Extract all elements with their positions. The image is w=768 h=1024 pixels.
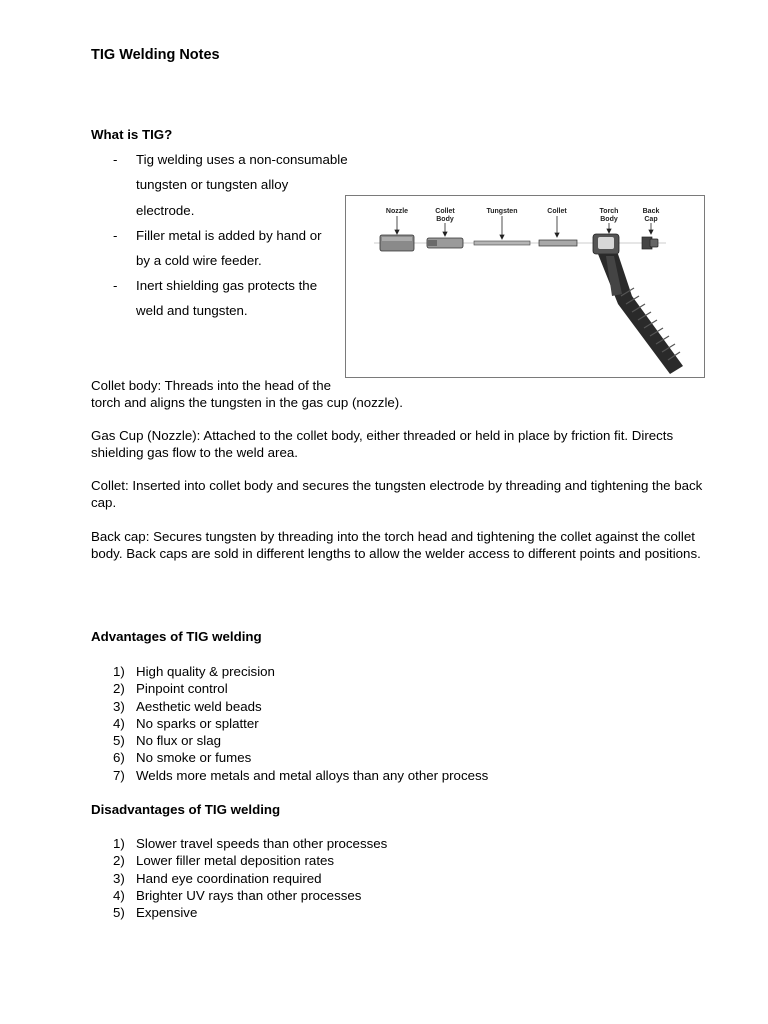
back-cap-label-2: Cap: [644, 216, 658, 223]
collet-body-label-1: Collet: [435, 208, 455, 215]
list-item: 1) High quality & precision: [113, 664, 275, 679]
advantages-list: [113, 663, 488, 784]
collet-paragraph: Collet: Inserted into collet body and secures the tungsten electrode by threading and tightening the back cap.: [91, 478, 703, 511]
bullet-item: [136, 147, 376, 223]
bullet-line: Filler metal is added by hand or: [136, 228, 322, 243]
list-item: 6) No smoke or fumes: [113, 750, 252, 766]
torch-handle-part: [598, 254, 683, 374]
bullet-line: weld and tungsten.: [136, 303, 248, 319]
disadvantages-heading: Disadvantages of TIG welding: [91, 802, 281, 817]
list-item: 7) Welds more metals and metal alloys than any other process: [113, 767, 489, 783]
collet-part: [539, 240, 577, 246]
tig-torch-diagram: [346, 196, 704, 377]
tungsten-part: [474, 241, 530, 245]
collet-body-line-2: torch and aligns the tungsten in the gas cup (nozzle).: [91, 395, 403, 411]
tig-torch-parts-figure: [345, 195, 705, 378]
bullet-line: by a cold wire feeder.: [136, 253, 262, 269]
collet-label: Collet: [547, 208, 567, 215]
list-item: 4) Brighter UV rays than other processes: [113, 887, 362, 903]
nozzle-label: Nozzle: [385, 208, 409, 215]
list-item: 5) No flux or slag: [113, 733, 221, 749]
bullet-line: electrode.: [136, 202, 195, 218]
torch-body-label-2: Body: [600, 216, 618, 223]
bullet-line: Inert shielding gas protects the: [136, 278, 318, 293]
bullet-line: tungsten or tungsten alloy: [136, 177, 289, 193]
collet-body-line-1: Collet body: Threads into the head of the: [91, 378, 331, 393]
list-item: 5) Expensive: [113, 905, 198, 921]
bullet-marker: -: [113, 152, 118, 167]
list-item: 3) Aesthetic weld beads: [113, 698, 262, 714]
list-item: 4) No sparks or splatter: [113, 715, 259, 731]
list-item: 1) Slower travel speeds than other processes: [113, 836, 388, 851]
tungsten-label: Tungsten: [486, 208, 518, 215]
list-item: 2) Pinpoint control: [113, 681, 228, 697]
bullet-line: Tig welding uses a non-consumable: [136, 152, 348, 167]
bullet-marker: -: [113, 278, 118, 293]
what-is-heading: What is TIG?: [91, 127, 173, 142]
back-cap-label-1: Back: [642, 208, 660, 215]
disadvantages-list: [113, 835, 387, 921]
bullet-marker: -: [113, 228, 118, 243]
collet-body-label-2: Body: [436, 216, 454, 223]
page-title: TIG Welding Notes: [91, 47, 220, 63]
bullet-item: [136, 273, 376, 324]
collet-body-paragraph: [91, 377, 706, 412]
advantages-heading: Advantages of TIG welding: [91, 629, 262, 644]
back-cap-paragraph: Back cap: Secures tungsten by threading into the torch head and tightening the collet against the collet body. Back caps are sold in different lengths to allow the welder access to different points and positions.: [91, 529, 701, 562]
list-item: 3) Hand eye coordination required: [113, 870, 322, 886]
list-item: 2) Lower filler metal deposition rates: [113, 853, 335, 869]
gas-cup-paragraph: Gas Cup (Nozzle): Attached to the collet body, either threaded or held in place by friction fit. Directs shielding gas flow to the weld area.: [91, 428, 674, 461]
torch-body-label-1: Torch: [599, 208, 619, 215]
bullet-item: [136, 223, 376, 274]
